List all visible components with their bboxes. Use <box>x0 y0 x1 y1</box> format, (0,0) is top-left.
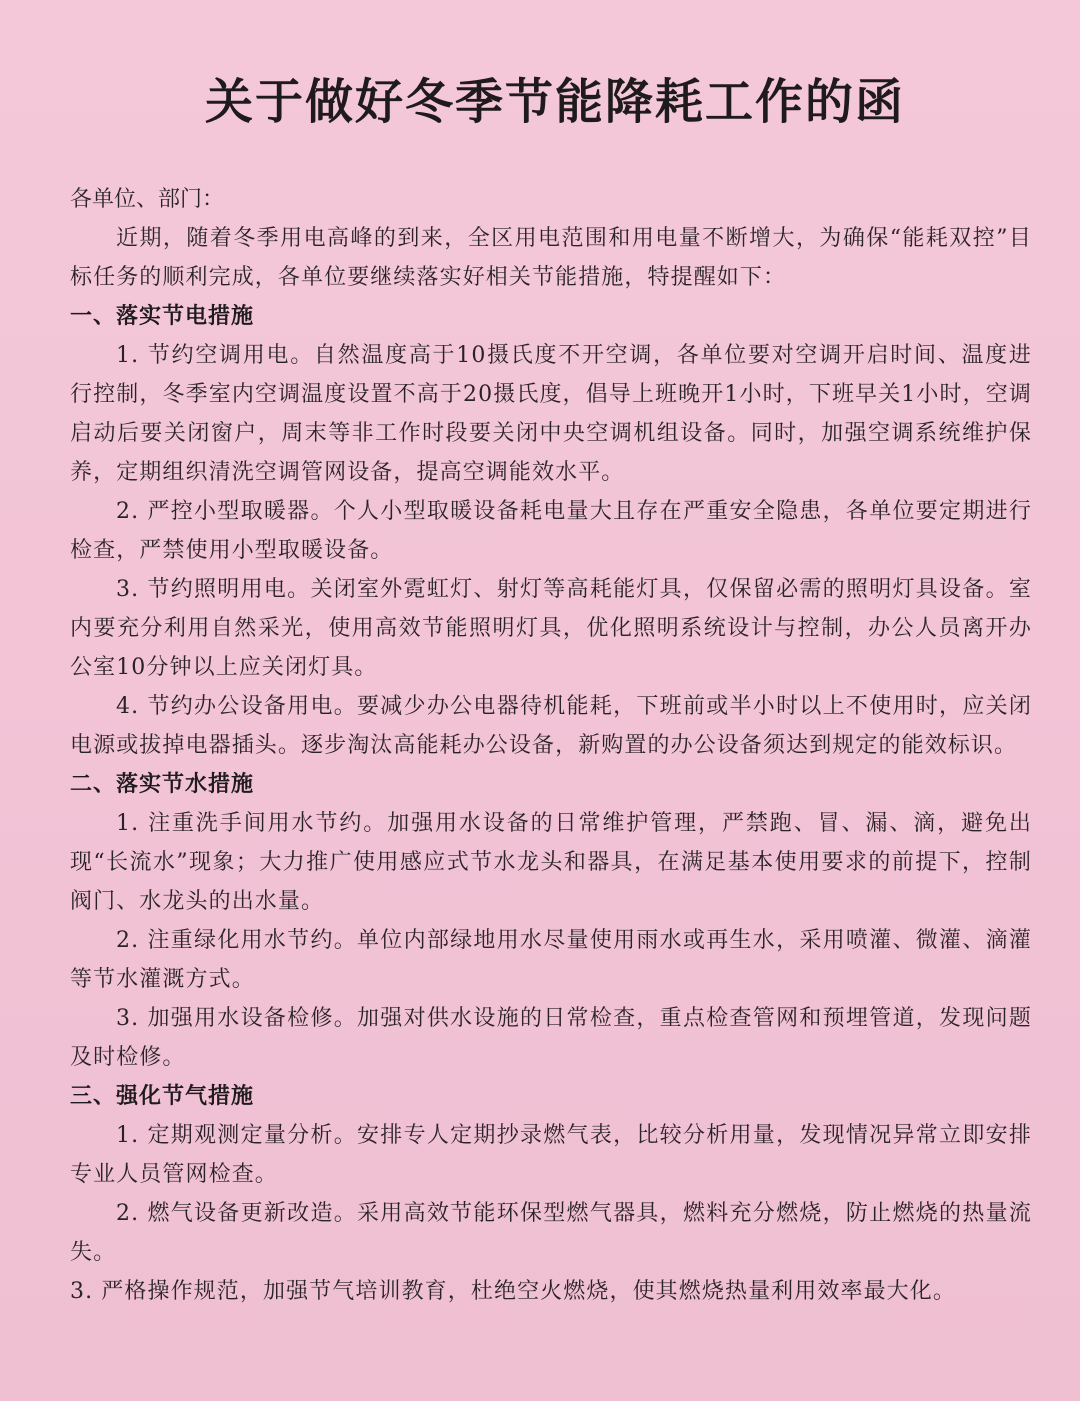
section-water <box>70 765 1032 1077</box>
section-item: 4. 节约办公设备用电。要减少办公电器待机能耗，下班前或半小时以上不使用时，应关闭电源或拔掉电器插头。逐步淘汰高能耗办公设备，新购置的办公设备须达到规定的能效标识。 <box>70 694 1032 758</box>
section-heading: 一、落实节电措施 <box>70 304 255 329</box>
section-item: 2. 燃气设备更新改造。采用高效节能环保型燃气器具，燃料充分燃烧，防止燃烧的热量流失。 <box>70 1201 1032 1265</box>
intro-paragraph: 近期，随着冬季用电高峰的到来，全区用电范围和用电量不断增大，为确保“能耗双控”目标任务的顺利完成，各单位要继续落实好相关节能措施，特提醒如下： <box>70 226 1032 290</box>
section-item: 3. 加强用水设备检修。加强对供水设施的日常检查，重点检查管网和预埋管道，发现问题及时检修。 <box>70 1006 1032 1070</box>
section-item: 3. 节约照明用电。关闭室外霓虹灯、射灯等高耗能灯具，仅保留必需的照明灯具设备。室内要充分利用自然采光，使用高效节能照明灯具，优化照明系统设计与控制，办公人员离开办公室10分钟以上应关闭灯具。 <box>70 577 1032 680</box>
section-item: 2. 注重绿化用水节约。单位内部绿地用水尽量使用雨水或再生水，采用喷灌、微灌、滴灌等节水灌溉方式。 <box>70 928 1032 992</box>
section-heading: 三、强化节气措施 <box>70 1084 255 1109</box>
section-item: 1. 节约空调用电。自然温度高于10摄氏度不开空调，各单位要对空调开启时间、温度进行控制，冬季室内空调温度设置不高于20摄氏度，倡导上班晚开1小时，下班早关1小时，空调启动后要关闭窗户，周末等非工作时段要关闭中央空调机组设备。同时，加强空调系统维护保养，定期组织清洗空调管网设备，提高空调能效水平。 <box>70 343 1032 485</box>
section-item: 2. 严控小型取暖器。个人小型取暖设备耗电量大且存在严重安全隐患，各单位要定期进行检查，严禁使用小型取暖设备。 <box>70 499 1032 563</box>
section-heading: 二、落实节水措施 <box>70 772 255 797</box>
salutation: 各单位、部门： <box>70 187 225 212</box>
document-title: 关于做好冬季节能降耗工作的函 <box>204 74 905 130</box>
section-item: 1. 定期观测定量分析。安排专人定期抄录燃气表，比较分析用量，发现情况异常立即安排专业人员管网检查。 <box>70 1123 1032 1187</box>
section-gas <box>70 1077 1032 1311</box>
section-electricity <box>70 297 1032 765</box>
section-item: 3. 严格操作规范，加强节气培训教育，杜绝空火燃烧，使其燃烧热量利用效率最大化。 <box>70 1279 956 1304</box>
section-item: 1. 注重洗手间用水节约。加强用水设备的日常维护管理，严禁跑、冒、漏、滴，避免出现“长流水”现象；大力推广使用感应式节水龙头和器具，在满足基本使用要求的前提下，控制阀门、水龙头的出水量。 <box>70 811 1032 914</box>
